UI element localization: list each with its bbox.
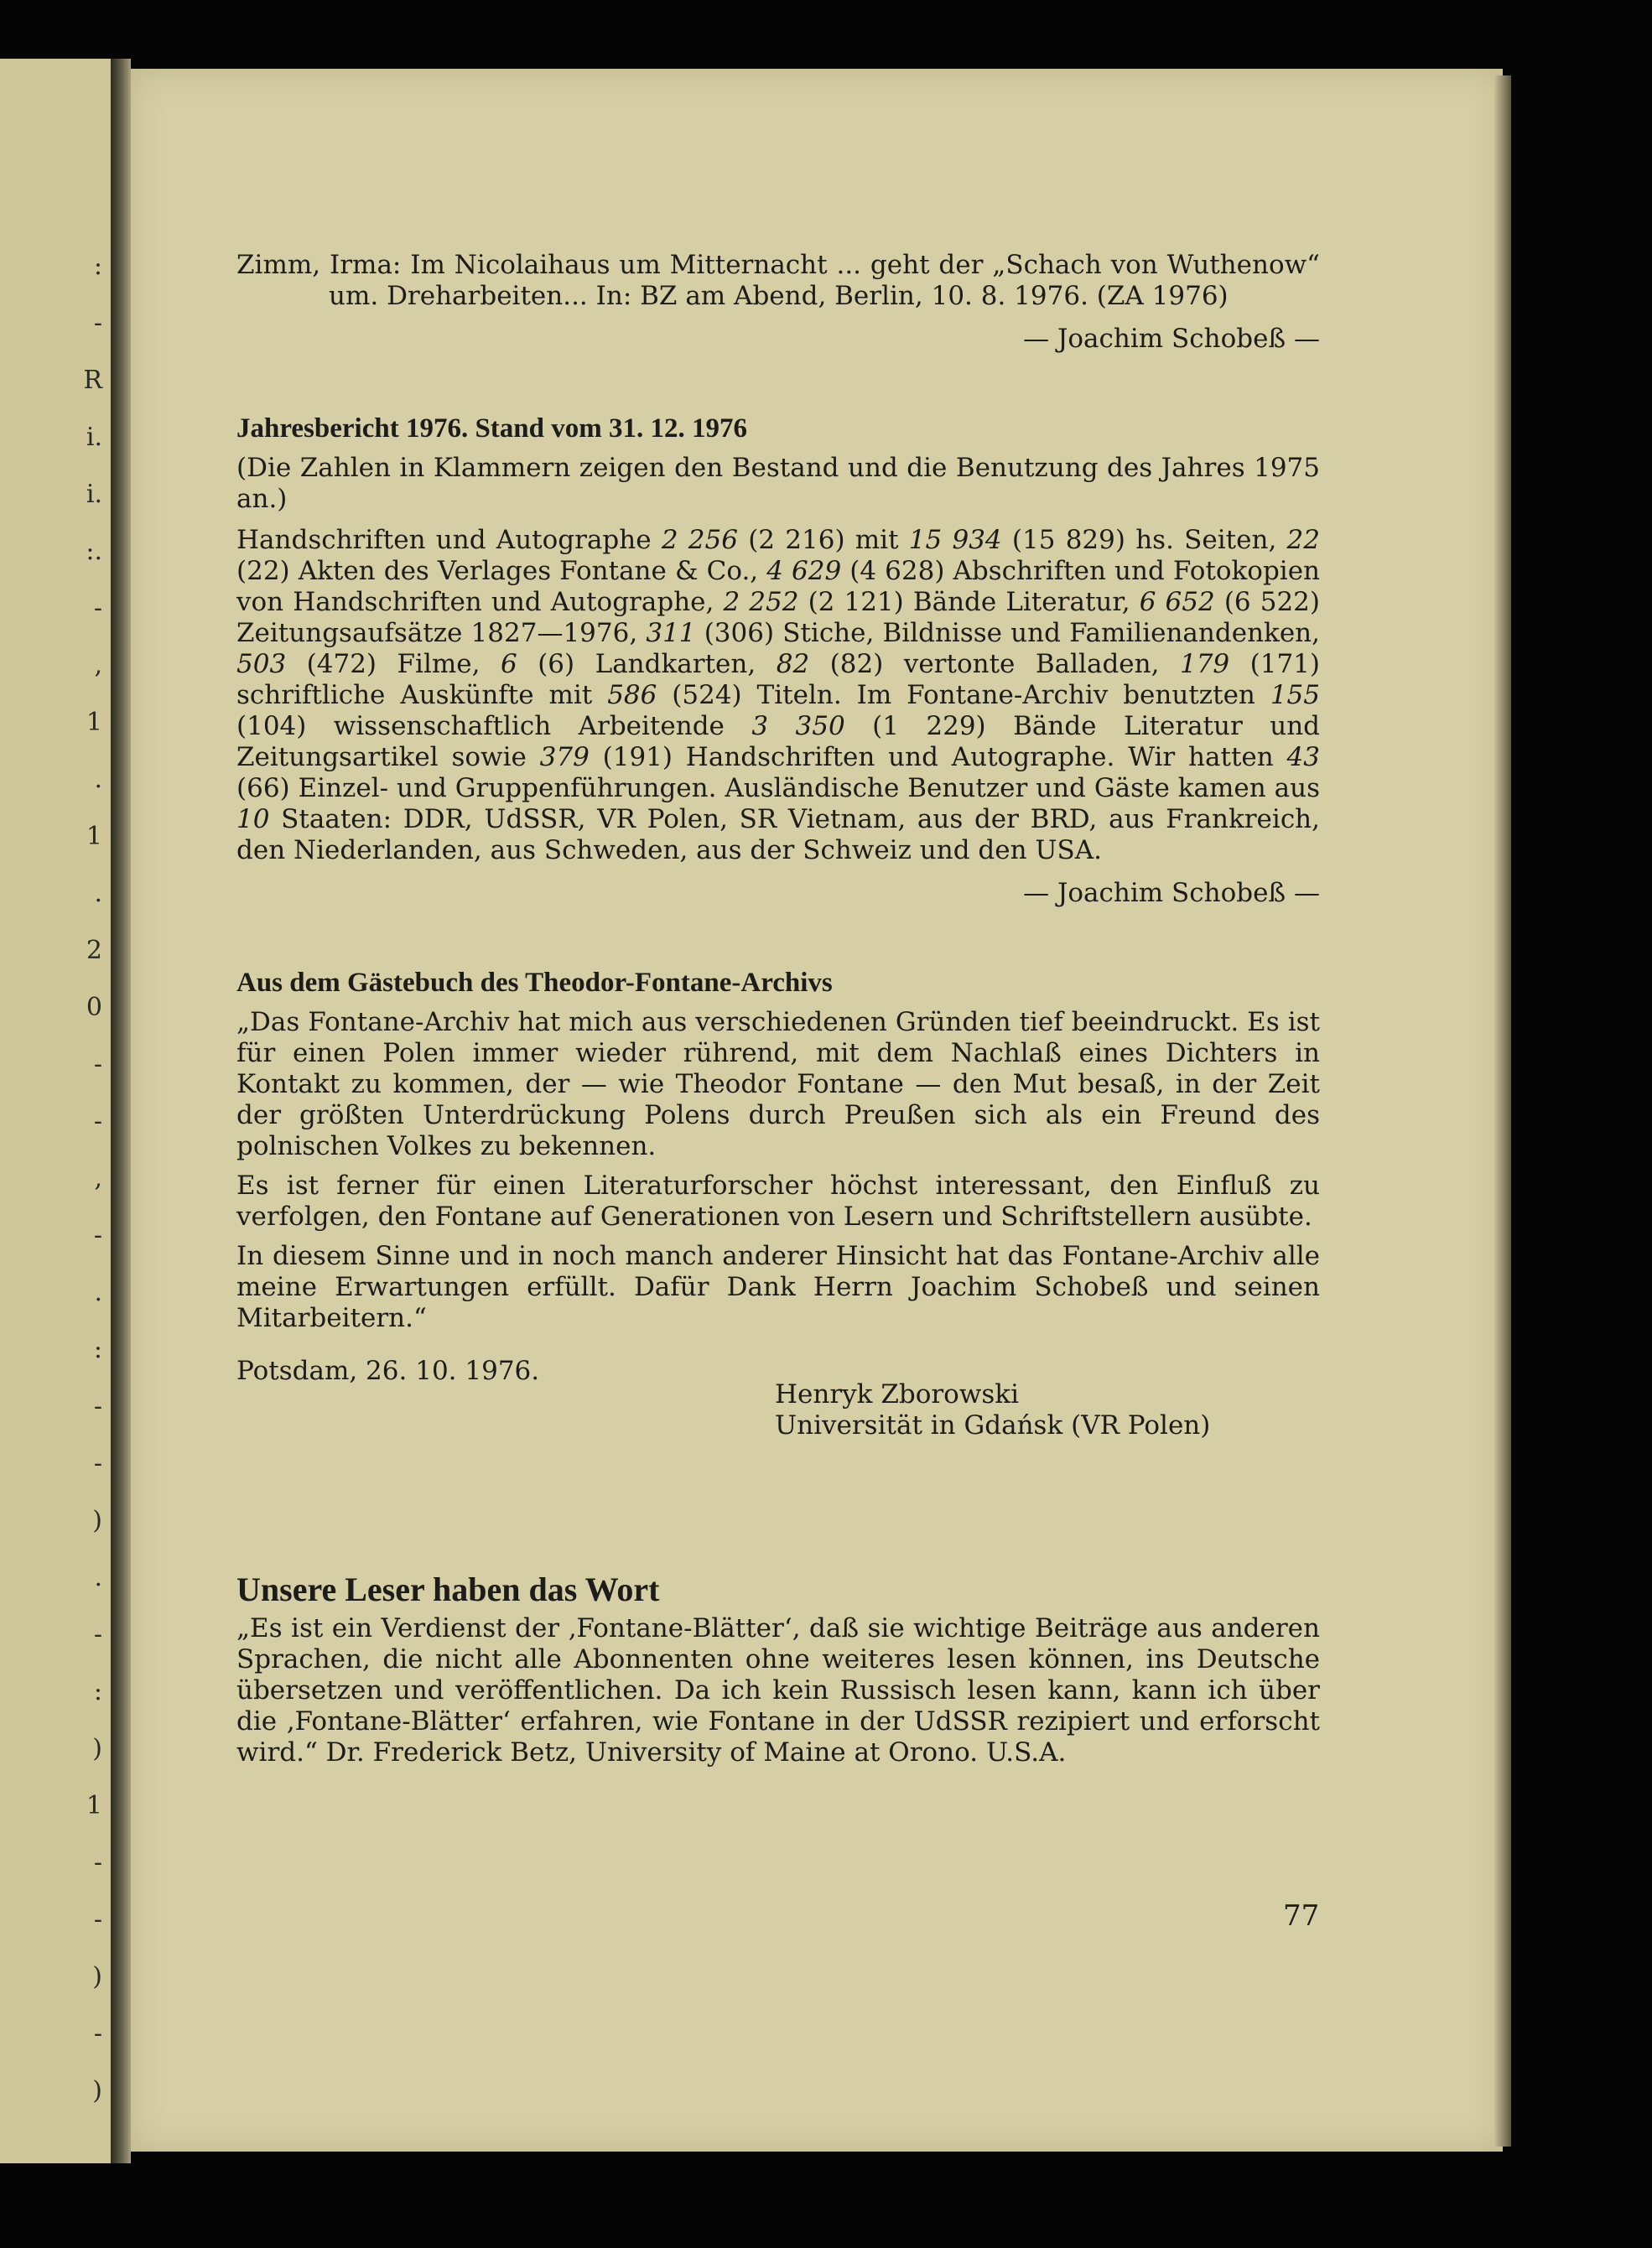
- annual-report-body: [236, 525, 1320, 866]
- previous-page-fragment: :.: [86, 537, 102, 566]
- previous-page-fragment: .: [94, 1278, 102, 1307]
- readers-section: [236, 1570, 1320, 1768]
- previous-page-fragment: -: [93, 1107, 102, 1136]
- previous-page-fragment: -: [93, 1905, 102, 1934]
- report-figure: 22: [1286, 525, 1320, 555]
- report-text: (22) Akten des Verlages Fontane & Co.,: [236, 556, 767, 586]
- annual-report-section: [236, 413, 1320, 909]
- report-figure: 379: [539, 742, 590, 772]
- page-content: [236, 250, 1320, 1768]
- previous-page-fragment: -: [93, 594, 102, 623]
- report-figure: 43: [1286, 742, 1320, 772]
- report-text: (66) Einzel- und Gruppenführungen. Ausländische Benutzer und Gäste kamen aus: [236, 773, 1320, 803]
- previous-page-fragment: .: [94, 765, 102, 794]
- page-number: 77: [1283, 1899, 1320, 1933]
- report-figure: 6 652: [1139, 587, 1215, 617]
- previous-page-fragment: -: [93, 1050, 102, 1079]
- previous-page-fragment: i.: [86, 423, 102, 452]
- citation-author: Zimm, Irma:: [236, 250, 411, 280]
- previous-page-fragment: -: [93, 1848, 102, 1877]
- report-text: (82) vertonte Balladen,: [809, 649, 1180, 679]
- previous-page-fragment: ,: [94, 651, 102, 680]
- report-figure: 311: [646, 618, 696, 648]
- previous-page-fragment: :: [93, 252, 102, 281]
- report-text: (2 121) Bände Literatur,: [798, 587, 1140, 617]
- guestbook-paragraph: „Das Fontane-Archiv hat mich aus verschiedenen Gründen tief beeindruckt. Es ist für einen Polen immer wieder rührend, mit dem Nachlaß eines Dichters in Kontakt zu kommen, der — wie Theodor Fontane — den Mut besaß, in der Zeit der größten Unterdrückung Polens durch Preußen sich als ein Freund des polnischen Volkes zu bekennen.: [236, 1007, 1320, 1161]
- report-text: (4 628) Abschriften und Fotokopien von Handschriften und Autographe,: [236, 556, 1321, 617]
- report-text: (6) Landkarten,: [517, 649, 777, 679]
- report-text: (6 522) Zeitungsaufsätze 1827—1976,: [236, 587, 1321, 648]
- guestbook-heading: Aus dem Gästebuch des Theodor-Fontane-Archivs: [236, 968, 833, 998]
- guestbook-paragraph: In diesem Sinne und in noch manch anderer Hinsicht hat das Fontane-Archiv alle meine Erwartungen erfüllt. Dafür Dank Herrn Joachim Schobeß und seinen Mitarbeitern.“: [236, 1241, 1320, 1333]
- report-figure: 15 934: [908, 525, 1002, 555]
- previous-page-fragment: -: [93, 1620, 102, 1649]
- previous-page-fragment: -: [93, 1392, 102, 1421]
- bibliography-entry: [236, 250, 1320, 355]
- previous-page-fragment: ): [92, 1734, 102, 1763]
- author-affiliation: Universität in Gdańsk (VR Polen): [775, 1410, 1211, 1441]
- report-text: (104) wissenschaftlich Arbeitende: [236, 711, 752, 741]
- guestbook-author: [775, 1379, 1210, 1441]
- previous-page-fragment: i.: [86, 480, 102, 509]
- previous-page-fragment: 2: [86, 936, 102, 965]
- previous-page-fragment: 1: [86, 708, 102, 737]
- previous-page-fragment: 1: [86, 1791, 102, 1820]
- report-figure: 155: [1270, 680, 1320, 710]
- report-figure: 4 629: [766, 556, 842, 586]
- report-text: (306) Stiche, Bildnisse und Familienandenken,: [695, 618, 1320, 648]
- annual-report-note: (Die Zahlen in Klammern zeigen den Bestand und die Benutzung des Jahres 1975 an.): [236, 453, 1320, 514]
- report-figure: 6: [500, 649, 517, 679]
- report-signature: — Joachim Schobeß —: [1023, 878, 1320, 908]
- previous-page-fragment: .: [94, 879, 102, 908]
- report-text: Handschriften und Autographe: [236, 525, 662, 555]
- entry-signature: — Joachim Schobeß —: [1023, 324, 1320, 354]
- previous-page-edge: [0, 59, 111, 2163]
- previous-page-fragment: -: [93, 2019, 102, 2048]
- report-figure: 586: [607, 680, 657, 710]
- readers-letter: „Es ist ein Verdienst der ‚Fontane-Blätter‘, daß sie wichtige Beiträge aus anderen Sprachen, die nicht alle Abonnenten ohne weiteres lesen können, ins Deutsche übersetzen und veröffentlichen. Da ich kein Russisch lesen kann, kann ich über die ‚Fontane-Blätter‘ erfahren, wie Fontane in der UdSSR rezipiert und erforscht wird.“ Dr. Frederick Betz, University of Maine at Orono. U.S.A.: [236, 1613, 1320, 1768]
- previous-page-fragment: R: [83, 366, 102, 395]
- report-text: (472) Filme,: [286, 649, 501, 679]
- guestbook-closing: [236, 1356, 1320, 1456]
- previous-page-fragment: .: [94, 1563, 102, 1592]
- report-text: (1 229) Bände Literatur und Zeitungsartikel sowie: [236, 711, 1321, 772]
- previous-page-fragment: -: [93, 1221, 102, 1250]
- report-figure: 2 256: [661, 525, 738, 555]
- report-figure: 82: [776, 649, 810, 679]
- place-date: Potsdam, 26. 10. 1976.: [236, 1356, 540, 1386]
- report-figure: 179: [1179, 649, 1230, 679]
- previous-page-fragment: -: [93, 1449, 102, 1478]
- page-edge: [1494, 75, 1511, 2147]
- report-figure: 2 252: [723, 587, 799, 617]
- previous-page-fragment: 0: [86, 993, 102, 1022]
- previous-page-fragment: ,: [94, 1164, 102, 1193]
- report-text: (524) Titeln. Im Fontane-Archiv benutzten: [657, 680, 1270, 710]
- previous-page-fragment: ): [92, 1506, 102, 1535]
- report-text: Staaten: DDR, UdSSR, VR Polen, SR Vietnam, aus der BRD, aus Frankreich, den Niederlanden, aus Schweden, aus der Schweiz und den USA.: [236, 804, 1320, 865]
- report-figure: 503: [236, 649, 287, 679]
- report-text: (15 829) hs. Seiten,: [1001, 525, 1287, 555]
- citation-text: Im Nicolaihaus um Mitternacht ... geht der „Schach von Wuthenow“ um. Dreharbeiten... In: BZ am Abend, Berlin, 10. 8. 1976. (ZA 1976): [329, 250, 1320, 311]
- previous-page-fragment: :: [93, 1335, 102, 1364]
- annual-report-heading: Jahresbericht 1976. Stand vom 31. 12. 1976: [236, 413, 747, 444]
- guestbook-section: [236, 968, 1320, 1456]
- report-figure: 10: [236, 804, 270, 834]
- previous-page-fragment: -: [93, 309, 102, 338]
- bibliography-citation: [236, 250, 1320, 312]
- report-text: (2 216) mit: [737, 525, 909, 555]
- previous-page-fragment: ): [92, 2076, 102, 2105]
- book-gutter: [111, 59, 131, 2163]
- readers-heading: Unsere Leser haben das Wort: [236, 1570, 660, 1608]
- author-name: Henryk Zborowski: [775, 1379, 1019, 1410]
- previous-page-fragment: ): [92, 1962, 102, 1991]
- previous-page-fragment: :: [93, 1677, 102, 1706]
- guestbook-paragraph: Es ist ferner für einen Literaturforscher höchst interessant, den Einfluß zu verfolgen, den Fontane auf Generationen von Lesern und Schriftstellern ausübte.: [236, 1171, 1320, 1232]
- report-figure: 3 350: [751, 711, 845, 741]
- report-text: (171) schriftliche Auskünfte mit: [236, 649, 1321, 710]
- report-text: (191) Handschriften und Autographe. Wir hatten: [589, 742, 1287, 772]
- previous-page-fragment: 1: [86, 822, 102, 851]
